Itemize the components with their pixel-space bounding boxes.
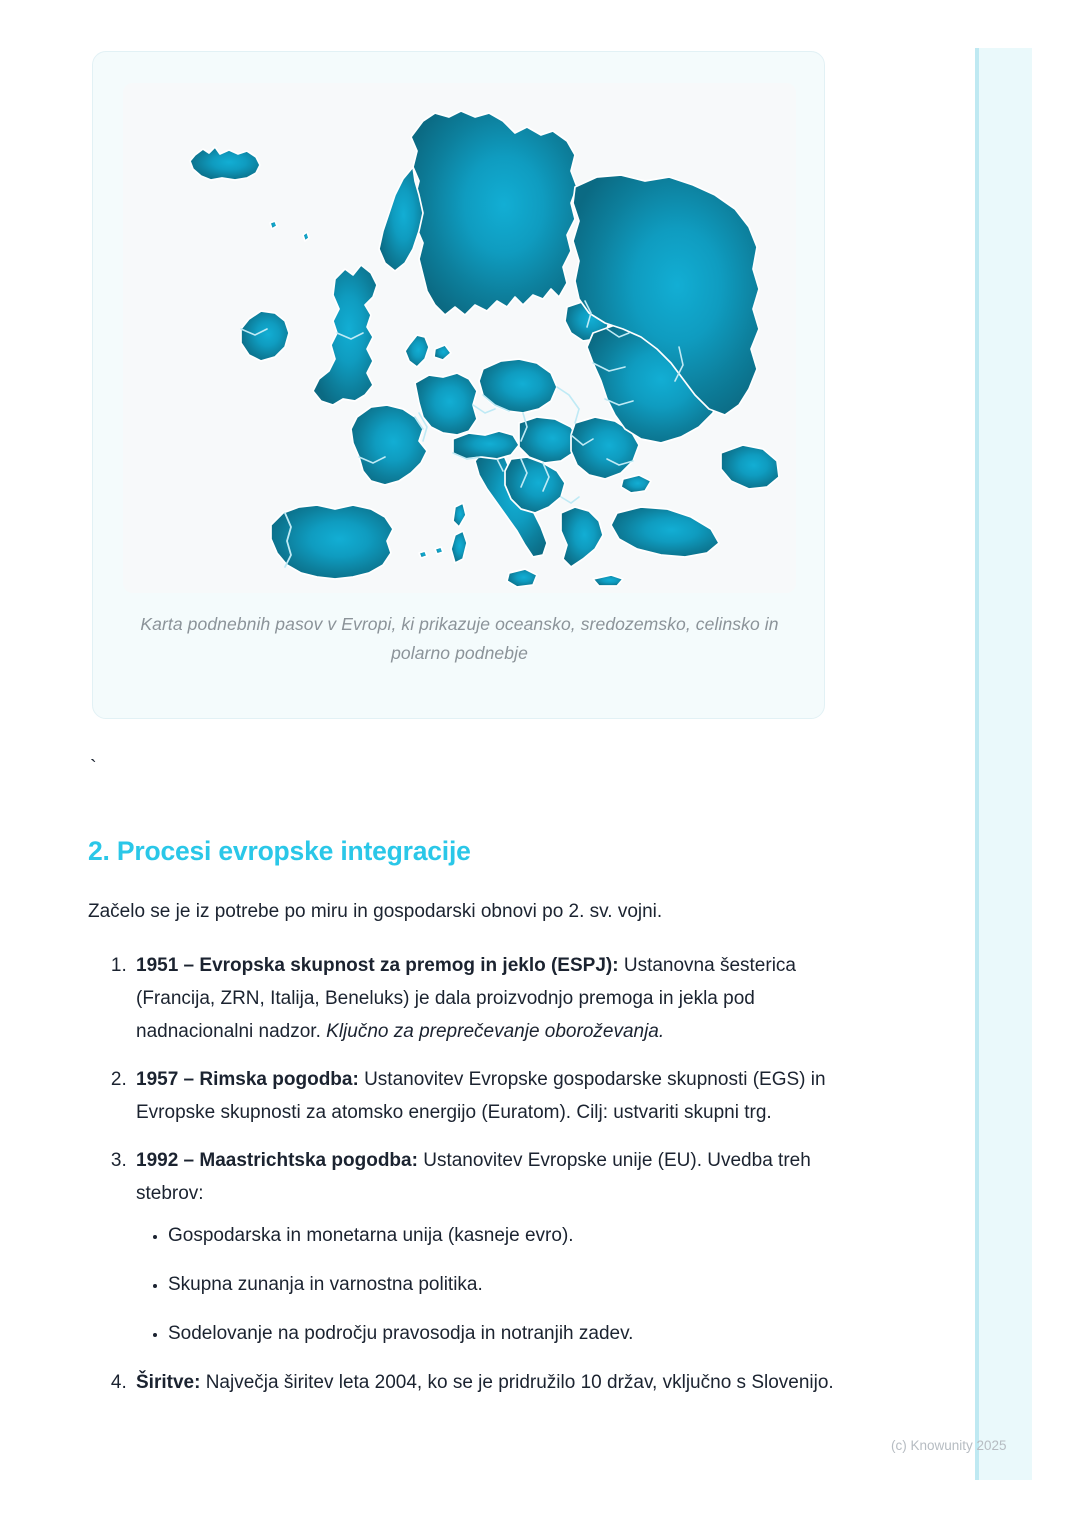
list-item-text: Največja širitev leta 2004, ko se je pridružilo 10 držav, vključno s Slovenijo. bbox=[200, 1372, 834, 1393]
list-item-bold-lead: 1951 – Evropska skupnost za premog in jeklo (ESPJ): bbox=[136, 955, 619, 976]
list-item: • Gospodarska in monetarna unija (kasneje evro). bbox=[168, 1219, 848, 1252]
list-item bbox=[132, 1366, 848, 1399]
list-item-text: Ustanovna šesterica (Francija, ZRN, Italija, Beneluks) je dala proizvodnjo premoga in jekla pod nadnacionalni nadzor. bbox=[136, 955, 796, 1042]
copyright-watermark: (c) Knowunity 2025 bbox=[891, 1438, 1007, 1453]
list-item-bold-lead: 1957 – Rimska pogodba: bbox=[136, 1069, 359, 1090]
list-item bbox=[132, 1144, 848, 1350]
note-content bbox=[88, 836, 848, 1414]
list-item: • Skupna zunanja in varnostna politika. bbox=[168, 1268, 848, 1301]
figure-caption: Karta podnebnih pasov v Evropi, ki prikazuje oceansko, sredozemsko, celinsko in polarno podnebje bbox=[140, 614, 779, 663]
section-heading: 2. Procesi evropske integracije bbox=[88, 836, 471, 866]
list-item-bold-lead: Širitve: bbox=[136, 1372, 201, 1393]
map-image-frame bbox=[123, 83, 796, 593]
list-item-text: Ustanovitev Evropske gospodarske skupnosti (EGS) in Evropske skupnosti za atomsko energijo (Euratom). Cilj: ustvariti skupni trg. bbox=[136, 1069, 826, 1123]
europe-climate-zones-map bbox=[123, 83, 796, 593]
page-side-strip bbox=[975, 48, 1032, 1480]
stray-backtick-text: ` bbox=[90, 757, 97, 779]
list-item-text: Ustanovitev Evropske unije (EU). Uvedba treh stebrov: bbox=[136, 1150, 811, 1204]
figure-card bbox=[92, 51, 825, 719]
list-item: • Sodelovanje na področju pravosodja in notranjih zadev. bbox=[168, 1317, 848, 1350]
list-item-italic-tail: Ključno za preprečevanje oboroževanja. bbox=[326, 1021, 665, 1042]
list-item-bold-lead: 1992 – Maastrichtska pogodba: bbox=[136, 1150, 418, 1171]
list-item bbox=[132, 1063, 848, 1129]
integration-steps-list bbox=[88, 949, 848, 1399]
maastricht-pillars-list bbox=[136, 1219, 848, 1350]
list-item bbox=[132, 949, 848, 1048]
section-intro-paragraph: Začelo se je iz potrebe po miru in gospodarski obnovi po 2. sv. vojni. bbox=[88, 901, 663, 922]
